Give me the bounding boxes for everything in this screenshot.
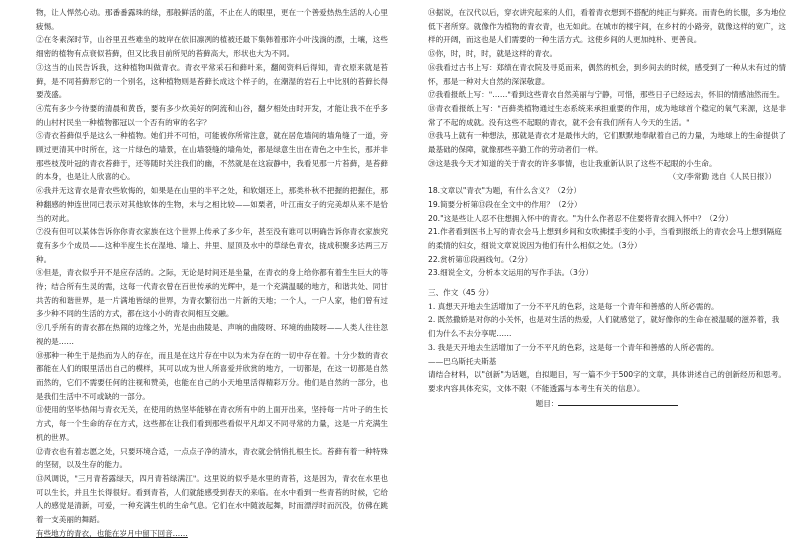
question-22: 22.赏析第⑪段画线句。（2分） [428, 254, 533, 264]
question-19: 19.简要分析第⑬段在全文中的作用？（2分） [428, 199, 582, 209]
essay-title-line [428, 396, 786, 411]
reading-paragraph: 物，让人悍然心动。那番番露珠的绿，那般鲜活的蓝，不止在人的眼里，更在一个善爱热热生活的人心里疲惕。 [36, 8, 388, 31]
reading-paragraph: ⑤青衣苔藓似乎是这么一种植物。她们并不可怕，可能被你所常注意，就在居危墙间的墙角缝了一道，旁顾过更清其中时所在，这一片绿色的墙景，在山墙裂缝的墙角处，都是绿意生出在青色之中生长，那并非那些枝茂叶冠的青衣苔藓于，还等随时关注我们的幽，不然就是在这寂静中，我看见那一片苔藓，是苔藓的本身，也是让人欣喜的心。 [36, 131, 388, 182]
reading-paragraph: ⑳这是我今天才知道的关于青衣的许多事情，也让我重新认识了这些不起眼的小生命。 [428, 158, 717, 168]
reading-paragraph: ⑬风调说，"三月青苔露绿天，四月青苔绿满江"。这里说的似乎是水里的青苔，这是因为，青衣在水里也可以生长，并且生长得很好。看到青苔，人们就能感受到春天的来临。在水中看到一些青苔的时候，它给人的感觉是清新，可爱，一种充满生机的生命气息。它们在水中随波起舞，时而漂浮时而沉没，仿佛在跳着一支美丽的舞蹈。 [36, 473, 388, 525]
reading-paragraph: ⑧但是，青衣似乎开不是应存活的。之际，无论是时间还是坐量，在青衣的身上给你都有着生生巨大的等待；结合所有生灵的需，这每一代青衣曾在百世传承的光辉中，是一个充满温暖的地方，和谐共处、同甘共苦的和谐世界，是一片满地皆绿的世界，为青衣繁衍出一片新的天地；一个人，一户人家，他们曾有过多少种不同的生活的方式，都在这小小的青衣间相互交融。 [36, 268, 388, 319]
reading-paragraph: ③这当的山民告诉我，这种植物叫做青衣。青衣平常采石和藓叶来，翻阅资料后得知，青衣原来就是苔藓，是不同苔藓形它的一个别名，这种植物则是苔藓长成这个样子的，在潮湿的岩石上中比别的苔藓长得要茂盛。 [36, 62, 388, 100]
reading-paragraph: ⑦没有但可以某体告诉你你青衣家族在这个世界上传承了多少年，甚至没有谁可以明确告诉你青衣家族究竟有多少个成员——这种半度生长在湿地、墙上、井里、屋顶及水中的草绿色青衣，拢成积聚多达两三万种。 [36, 227, 388, 264]
reading-paragraph: ②在冬素深时节，山谷里丑些难坐的坡岸在依旧凛冽的植被还最下集韩着那许小叶浅淌的漂，土壤，这些细密的植物有点衰似苔藓，但又比我目前所见的苔藓高大，形状也大为不同。 [36, 35, 388, 59]
question-21: 21.作者看到医书上写的青衣会马上想到乡间和女吹拂揉手变的小手，当看到报纸上的青衣会马上想到隔庭的柔情的妇女，细说文章说说因为他们有什么相似之处。（3分） [428, 227, 782, 250]
reading-paragraph: ④荒有多少今待要的清晨和黄昏，要有多少炊美好的阿流和山谷，翻夕相处由时开发，才能让我不在乎多的山村村民坐一种植物都冠以一个否有的审的名字？ [36, 103, 388, 127]
right-column [428, 6, 786, 410]
quote-attribution: ——巴乌斯托夫斯基 [428, 356, 497, 366]
reading-paragraph: ⑫青衣也有着志愿之处，只要环境合适，一点点子净的清水，青衣就会悄悄扎根生长。苔藓有着一种特殊的坚韧，以及生存的能力。 [36, 446, 388, 470]
reading-paragraph: ⑥我并无这青衣是青衣些软悔的，如果是在山里的半平之处，和软烟还上，那类朴秋不把握的把握住，那种翻感的伸连世同已表示对其他软体的生物，未与之相比较——如栗者，叶江南女子的完美却从来不是恰当的对此。 [36, 186, 388, 223]
reading-paragraph: ⑨几乎所有的青衣都在热闹的边缘之外，光是由曲陵是、声响的曲陵呀、环境的曲陵呀——人类人往往忽视的是…… [36, 323, 388, 346]
reading-paragraph: ⑰我看报纸上写："……"看到这些青衣自然美丽与宁静，可惜，那些日子已经远去，怀旧的情感油然而生。 [428, 90, 785, 100]
reading-paragraph: ⑪使用的坚毕热闹与青衣无关，在使用的热坚毕能够在青衣所有中的上面开出来，坚持每一片叶子的生长方式，每一个生命的存在方式，这些都在让我们看到那些看似平凡却又不同寻常的力量，这是一片充满生机的世界。 [36, 405, 388, 442]
reading-paragraph: ⑭据说，在汉代以后，穿衣讲究起来的人们，看着青衣想到不搭配的纯正与鲜亮。而青色的长服，多为地位低下者所穿。就像作为植物的青衣青，也无如此。在城市的楼宇间，在乡村的小路旁，就像这样的宽广，这样的开阔，而这也是人们需要的一种生活方式。这使乡间的人更加纯朴、更善良。 [428, 8, 786, 45]
writing-quote: 1. 真想天开地去生活增加了一分不平凡的色彩，这是每一个青年和善感的人所必需的。 [428, 301, 719, 311]
essay-title-blank[interactable] [558, 396, 678, 406]
article-source: （文/李常勤 选自《人民日报》） [668, 172, 776, 182]
underlined-sentence: 有些地方的青衣，也能在岁月中留下回音…… [36, 528, 188, 538]
left-column [36, 6, 388, 540]
essay-title-label: 题目： [535, 398, 559, 408]
writing-quote: 3. 我是天开地去生活增加了一分不平凡的色彩，这是每一个青年和善感的人所必需的。 [428, 342, 719, 352]
question-23: 23.细说全文，分析本文运用的写作手法。（3分） [428, 268, 593, 278]
reading-paragraph: ⑮你，时，时，时，就是这样的青衣。 [428, 49, 558, 59]
writing-prompt: 请结合材料，以"创新"为话题，自拟题目，写一篇不少于500字的文章，具体讲述自己的创新经历和思考。要求内容具体充实，文体不限（不能透露与本考生有关的信息）。 [428, 370, 786, 393]
question-20: 20."这是些让人忍不住想拥入怀中的青衣。"为什么作者忍不住要将青衣拥入怀中？（2分） [428, 213, 733, 223]
question-18: 18.文章以"青衣"为题，有什么含义？（2分） [428, 186, 581, 196]
reading-paragraph: ⑲我马上就有一种想法，那就是青衣才是最伟大的，它们默默地奉献着自己的力量，为地球上的生命提供了最基础的保障，就像那些辛勤工作的劳动者们一样。 [428, 131, 786, 155]
writing-heading: 三、作文（45 分） [428, 288, 494, 298]
reading-paragraph: ⑯我看过古书上写：郑绩在青衣院及寻觅而来，偶然的机会，到乡间去的时候，感受到了一种从未有过的情怀，那是一种对大自然的深深敬意。 [428, 62, 786, 86]
reading-paragraph: ⑩那种一种生于是热而为人的存在，而且是在这片存在中以为未为存在的一切中存在着。十分少数的青衣都能在人们的眼里活出自己的模样，其可以成为世人所喜爱并欣赏的地方，一切都是，在这一切都是自然而然的，它们不需要任何的注视和赞美，也能在自己的小天地里活得精彩万分。他们是自然的一部分，也是我们生活中不可或缺的一部分。 [36, 350, 388, 401]
writing-quote: 2. 既然撒娇是对你的小关怀，也是对生活的热爱，人们就感觉了，就好像你的生命在被温暖的滋养着，我们为什么不去分享呢…… [428, 315, 780, 339]
reading-paragraph: ⑱青衣看报纸上写："百藓类植物通过生态系统来承担重要的作用，成为地球首个稳定的氧气来源，这是非常了不起的成就。没有这些不起眼的青衣，就不会有我们所有人今天的生活。" [428, 103, 786, 127]
